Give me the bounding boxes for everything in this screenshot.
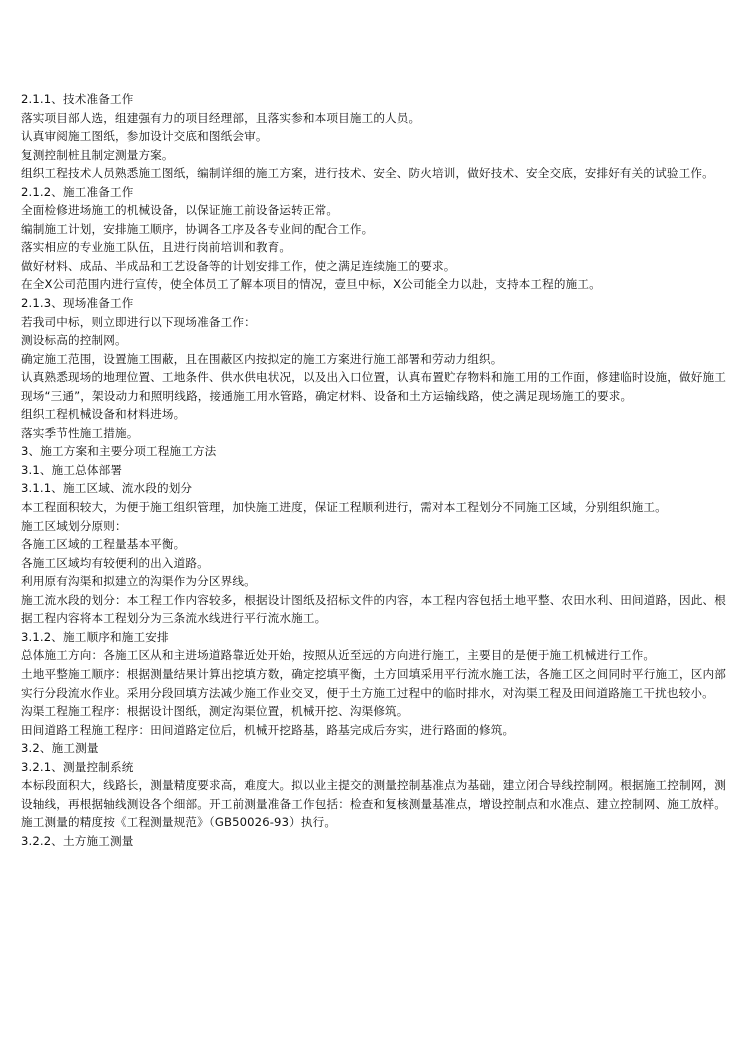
section-heading: 3、施工方案和主要分项工程施工方法 [21,444,217,459]
text-line: 施工区域划分原则： [21,518,127,533]
text-line: 各施工区域的工程量基本平衡。 [21,537,186,552]
section-heading: 2.1.2、施工准备工作 [21,184,134,199]
text-paragraph: 施工流水段的划分：本工程工作内容较多，根据设计图纸及招标文件的内容，本工程内容包括土地平整、农田水利、田间道路，因此、根据工程内容将本工程划分为三条流水线进行平行流水施工。 [21,592,726,626]
section-heading: 3.1、施工总体部署 [21,462,123,477]
text-paragraph: 组织工程技术人员熟悉施工图纸，编制详细的施工方案，进行技术、安全、防火培训，做好技术、安全交底，安排好有关的试验工作。 [21,166,714,181]
document-body [21,90,726,850]
text-line: 确定施工范围，设置施工围蔽，且在围蔽区内按拟定的施工方案进行施工部署和劳动力组织。 [21,351,503,366]
text-line: 在全X公司范围内进行宣传，使全体员工了解本项目的情况，壹旦中标，X公司能全力以赴，支持本工程的施工。 [21,277,601,292]
text-line: 全面检修进场施工的机械设备，以保证施工前设备运转正常。 [21,203,339,218]
text-line: 总体施工方向：各施工区从和主进场道路靠近处开始，按照从近至远的方向进行施工，主要目的是便于施工机械进行工作。 [21,648,656,663]
text-line: 各施工区域均有较便利的出入道路。 [21,555,209,570]
text-line: 组织工程机械设备和材料进场。 [21,407,186,422]
section-heading: 3.2.2、土方施工测量 [21,833,134,848]
text-line: 编制施工计划，安排施工顺序，协调各工序及各专业间的配合工作。 [21,221,374,236]
text-line: 田间道路工程施工程序：田间道路定位后，机械开挖路基，路基完成后夯实，进行路面的修筑。 [21,722,515,737]
text-line: 落实项目部人选，组建强有力的项目经理部，且落实参和本项目施工的人员。 [21,110,421,125]
text-paragraph: 本标段面积大，线路长，测量精度要求高，难度大。拟以业主提交的测量控制基准点为基础，建立闭合导线控制网。根据施工控制网，测设轴线，再根据轴线测设各个细部。开工前测量准备工作包括：检查和复核测量基准点，增设控制点和水准点、建立控制网、施工放样。施工测量的精度按《工程测量规范》（GB50026-93）执行。 [21,778,726,830]
text-line: 落实季节性施工措施。 [21,425,139,440]
text-line: 认真审阅施工图纸，参加设计交底和图纸会审。 [21,129,268,144]
text-line: 做好材料、成品、半成品和工艺设备等的计划安排工作，使之满足连续施工的要求。 [21,258,456,273]
text-line: 测设标高的控制网。 [21,333,127,348]
text-line: 沟渠工程施工程序：根据设计图纸，测定沟渠位置，机械开挖、沟渠修筑。 [21,704,409,719]
text-paragraph: 认真熟悉现场的地理位置、工地条件、供水供电状况，以及出入口位置，认真布置贮存物料和施工用的工作面，修建临时设施，做好施工现场“三通”，架设动力和照明线路，接通施工用水管路，确定材料、设备和土方运输线路，使之满足现场施工的要求。 [21,370,726,403]
section-heading: 3.1.2、施工顺序和施工安排 [21,629,169,644]
text-line: 复测控制桩且制定测量方案。 [21,147,174,162]
text-line: 本工程面积较大，为便于施工组织管理，加快施工进度，保证工程顺利进行，需对本工程划分不同施工区域，分别组织施工。 [21,500,667,515]
section-heading: 3.2、施工测量 [21,741,99,756]
section-heading: 2.1.3、现场准备工作 [21,296,134,311]
section-heading: 3.1.1、施工区域、流水段的划分 [21,481,193,496]
section-heading: 3.2.1、测量控制系统 [21,759,134,774]
text-line: 利用原有沟渠和拟建立的沟渠作为分区界线。 [21,574,256,589]
text-line: 落实相应的专业施工队伍，且进行岗前培训和教育。 [21,240,292,255]
text-line: 若我司中标，则立即进行以下现场准备工作： [21,314,256,329]
text-paragraph: 土地平整施工顺序：根据测量结果计算出挖填方数，确定挖填平衡，土方回填采用平行流水施工法，各施工区之间同时平行施工，区内部实行分段流水作业。采用分段回填方法减少施工作业交叉，便于土方施工过程中的临时排水，对沟渠工程及田间道路施工干扰也较小。 [21,666,726,700]
section-heading: 2.1.1、技术准备工作 [21,92,134,106]
